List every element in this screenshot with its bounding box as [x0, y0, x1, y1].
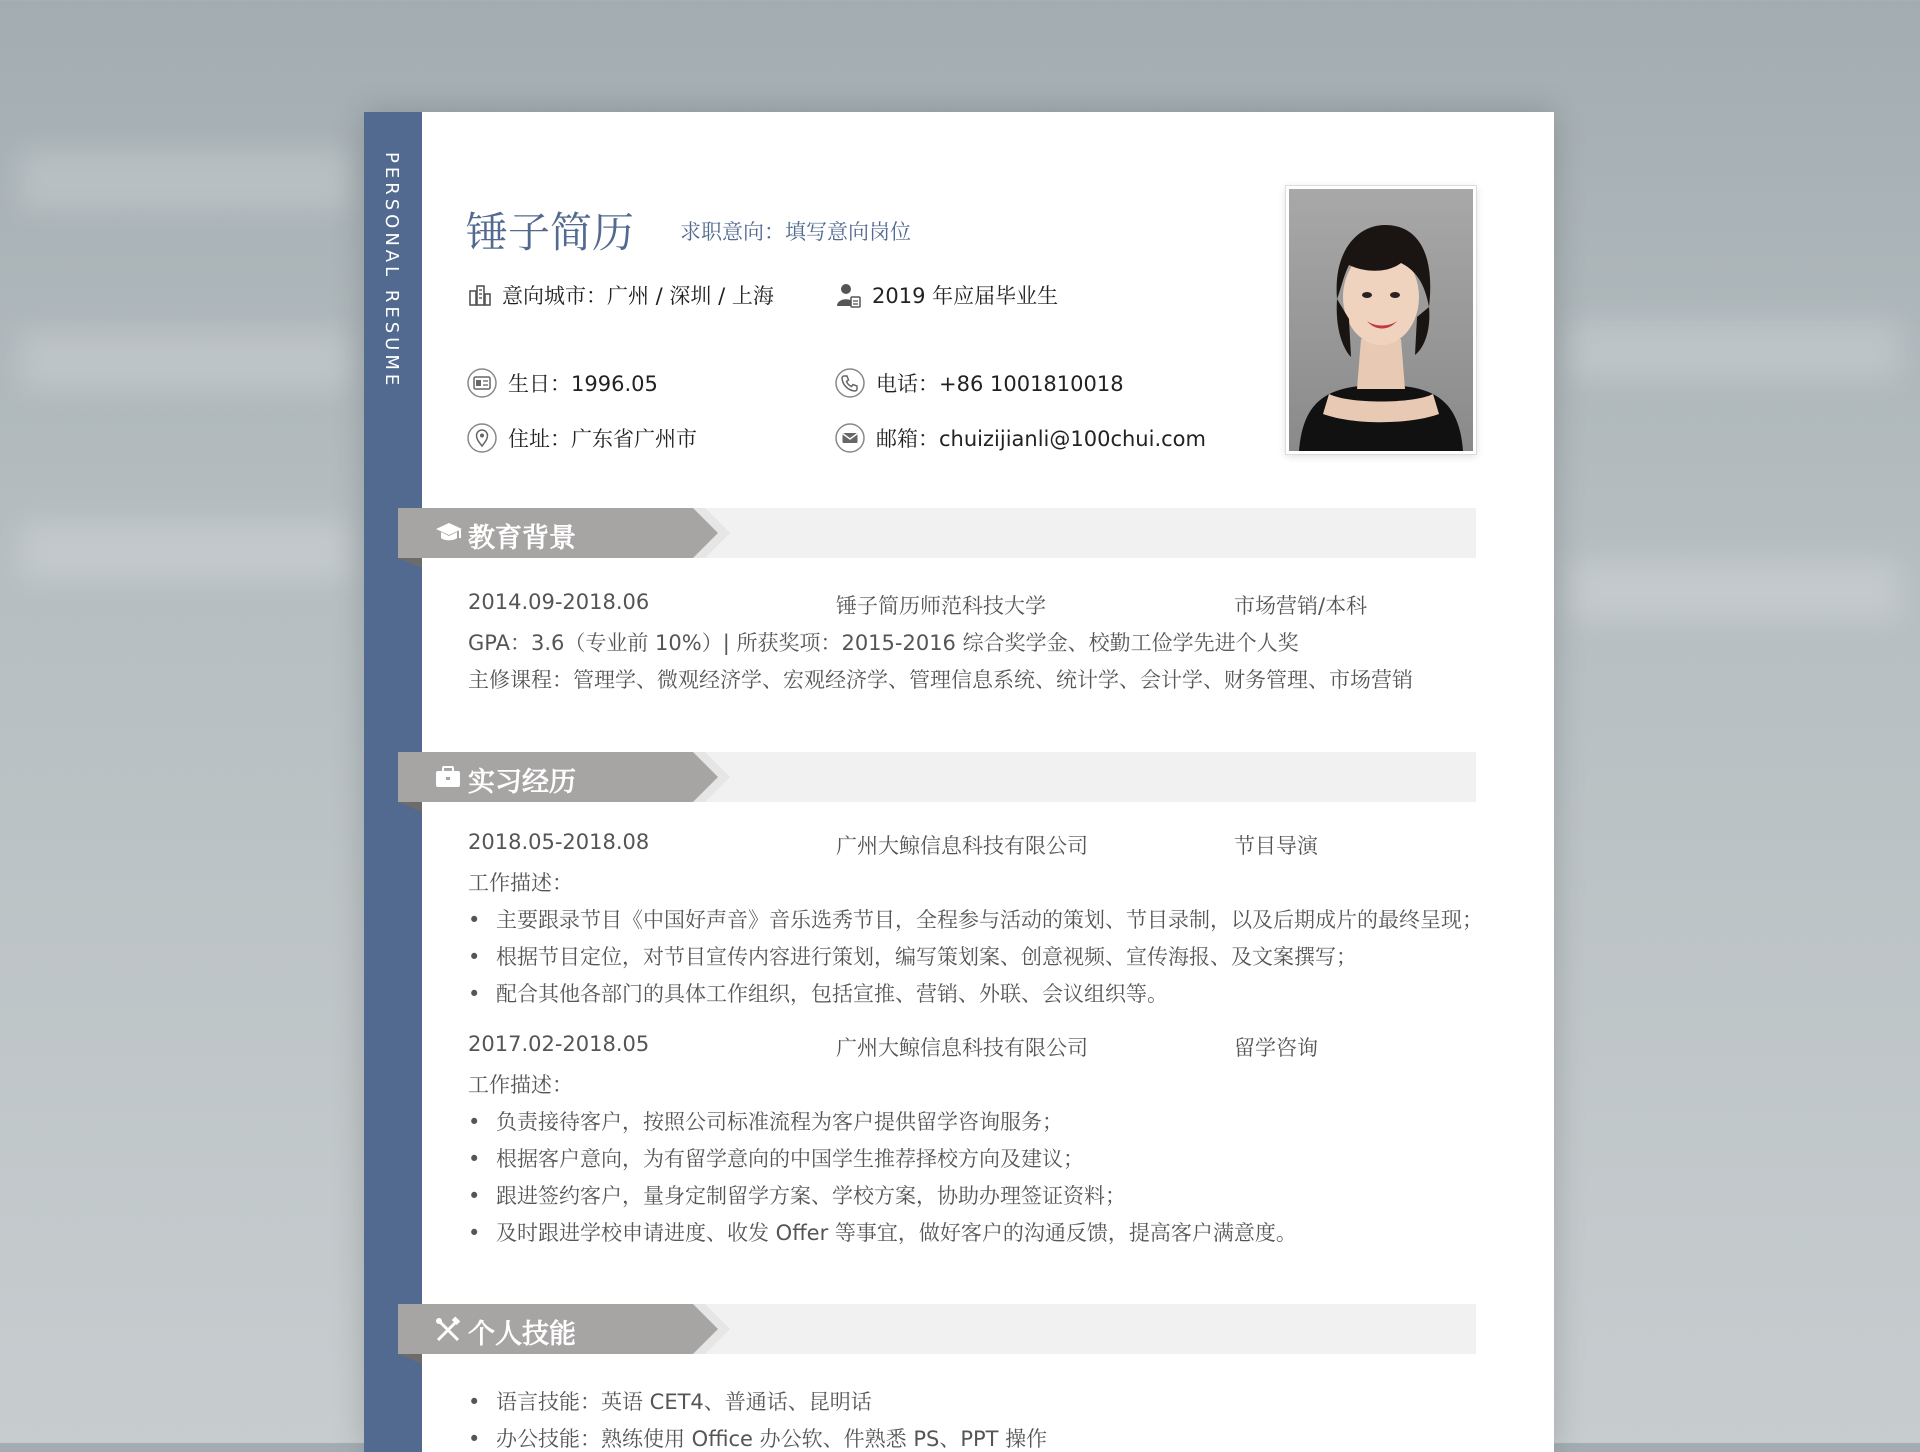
location-pin-icon: [466, 422, 498, 454]
email-icon: [834, 422, 866, 454]
city-row: [468, 280, 774, 310]
resume-name: 锤子简历: [466, 208, 635, 257]
job-target: 求职意向：填写意向岗位: [680, 220, 911, 244]
job-desc-label: 工作描述：: [468, 1073, 573, 1097]
internship-header: [398, 752, 1476, 802]
list-item: • 根据客户意向，为有留学意向的中国学生推荐择校方向及建议；: [468, 1143, 1084, 1173]
address-text: 住址：广东省广州市: [508, 427, 697, 451]
side-bar-label: PERSONAL RESUME: [381, 152, 402, 390]
job-desc-label: 工作描述：: [468, 871, 573, 895]
job-company: 广州大鲸信息科技有限公司: [836, 834, 1088, 858]
edu-period: 2014.09-2018.06: [468, 590, 650, 614]
background-light-stripe: [1570, 320, 1900, 380]
phone-icon: [834, 367, 866, 399]
list-item: • 及时跟进学校申请进度、收发 Offer 等事宜，做好客户的沟通反馈，提高客户满意度。: [468, 1217, 1297, 1247]
background-light-stripe: [1570, 560, 1900, 620]
phone-row: [834, 367, 1124, 399]
grad-text: 2019 年应届毕业生: [872, 284, 1059, 308]
birthday-row: [466, 367, 658, 399]
list-item: • 跟进签约客户，量身定制留学方案、学校方案，协助办理签证资料；: [468, 1180, 1126, 1210]
section-title: 实习经历: [468, 767, 576, 798]
job-role: 节目导演: [1234, 834, 1318, 858]
section-band: [698, 1304, 1476, 1354]
list-item: • 办公技能：熟练使用 Office 办公软、件熟悉 PS、PPT 操作: [468, 1423, 1047, 1452]
job-company: 广州大鲸信息科技有限公司: [836, 1036, 1088, 1060]
job-period: 2017.02-2018.05: [468, 1032, 650, 1056]
edu-major: 市场营销/本科: [1234, 594, 1368, 618]
list-item: • 根据节目定位，对节目宣传内容进行策划，编写策划案、创意视频、宣传海报、及文案撰写；: [468, 941, 1357, 971]
job-period: 2018.05-2018.08: [468, 830, 650, 854]
graduation-cap-icon: [434, 520, 464, 546]
edu-courses: 主修课程：管理学、微观经济学、宏观经济学、管理信息系统、统计学、会计学、财务管理、市场营销: [468, 668, 1413, 692]
edu-school: 锤子简历师范科技大学: [836, 594, 1046, 618]
section-band: [698, 752, 1476, 802]
background-light-stripe: [20, 330, 350, 390]
education-header: [398, 508, 1476, 558]
id-card-icon: [466, 367, 498, 399]
briefcase-icon: [434, 764, 462, 790]
email-row: [834, 422, 1206, 454]
edu-gpa: GPA：3.6（专业前 10%）| 所获奖项：2015-2016 综合奖学金、校勤工俭学先进个人奖: [468, 631, 1299, 655]
resume-page: [364, 112, 1554, 1452]
section-title: 教育背景: [468, 523, 576, 554]
list-item: • 配合其他各部门的具体工作组织，包括宣推、营销、外联、会议组织等。: [468, 978, 1168, 1008]
section-title: 个人技能: [468, 1319, 576, 1350]
list-item: • 负责接待客户，按照公司标准流程为客户提供留学咨询服务；: [468, 1106, 1063, 1136]
birthday-text: 生日：1996.05: [508, 372, 658, 396]
grad-row: [836, 280, 1058, 310]
background-light-stripe: [20, 150, 350, 210]
address-row: [466, 422, 697, 454]
job-role: 留学咨询: [1234, 1036, 1318, 1060]
list-item: • 主要跟录节目《中国好声音》音乐选秀节目，全程参与活动的策划、节目录制，以及后期成片的最终呈现；: [468, 904, 1483, 934]
email-text: 邮箱：chuizijianli@100chui.com: [876, 427, 1206, 451]
graduate-icon: [836, 282, 862, 308]
city-icon: [468, 283, 492, 307]
profile-photo: [1286, 186, 1476, 454]
phone-text: 电话：+86 1001810018: [876, 372, 1124, 396]
skills-header: [398, 1304, 1476, 1354]
list-item: • 语言技能：英语 CET4、普通话、昆明话: [468, 1386, 872, 1416]
background-light-stripe: [20, 520, 350, 580]
tools-icon: [434, 1316, 462, 1344]
city-text: 意向城市：广州 / 深圳 / 上海: [502, 284, 774, 308]
section-band: [698, 508, 1476, 558]
